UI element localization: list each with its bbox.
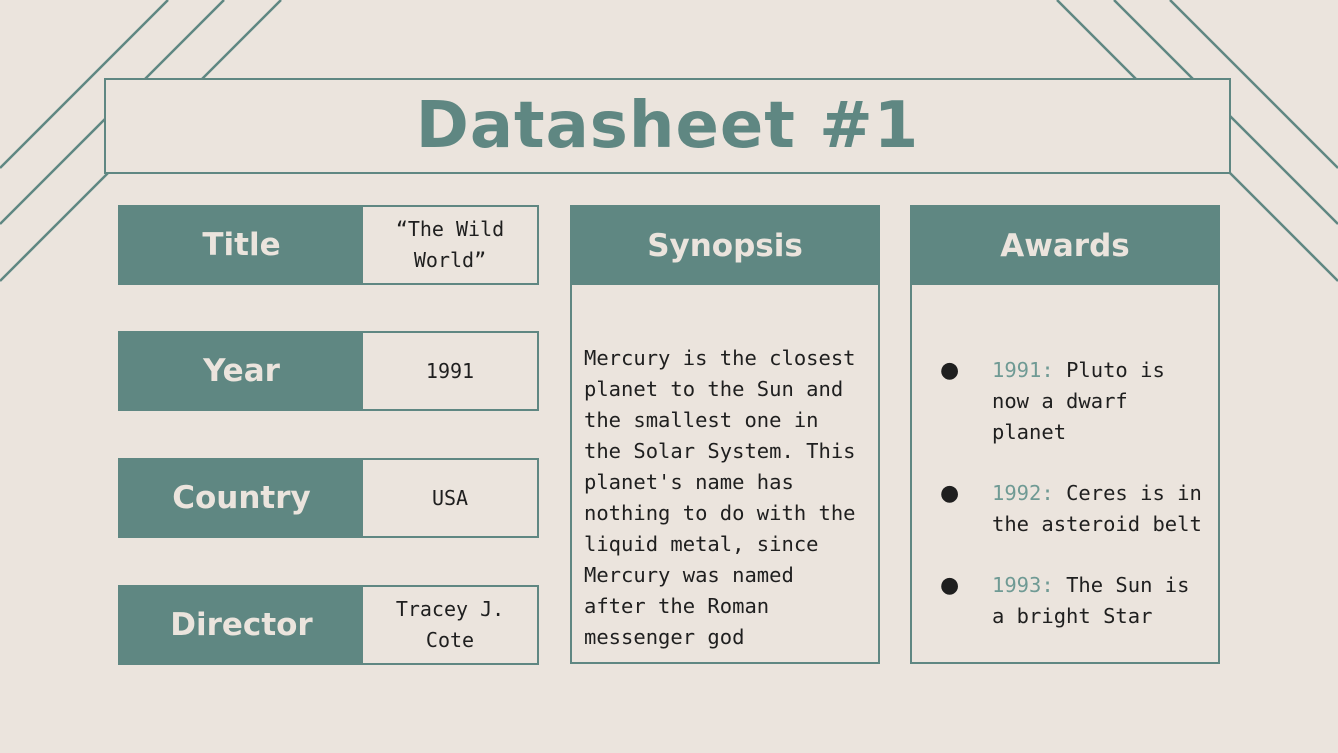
- field-row-director: [118, 585, 539, 665]
- field-value: Tracey J. Cote: [395, 597, 505, 652]
- bullet-icon: ●: [940, 358, 960, 383]
- field-row-country: [118, 458, 539, 538]
- awards-panel: [910, 205, 1220, 664]
- title-banner: [104, 78, 1231, 174]
- list-item: [940, 570, 1210, 632]
- page-title: Datasheet #1: [415, 89, 920, 163]
- award-year: 1991:: [992, 358, 1054, 382]
- list-item: [940, 478, 1210, 540]
- synopsis-panel: [570, 205, 880, 664]
- field-value: 1991: [425, 358, 475, 383]
- award-year: 1993:: [992, 573, 1054, 597]
- awards-list: [940, 355, 1210, 662]
- field-value: USA: [431, 485, 469, 510]
- awards-heading: Awards: [912, 207, 1218, 285]
- award-text: [992, 478, 1210, 540]
- award-text: [992, 570, 1210, 632]
- award-year: 1992:: [992, 481, 1054, 505]
- award-description: The Sun is a bright Star: [992, 573, 1190, 628]
- field-row-year: [118, 331, 539, 411]
- award-description: Pluto is now a dwarf planet: [992, 358, 1165, 444]
- award-text: [992, 355, 1210, 448]
- synopsis-text: Mercury is the closest planet to the Sun and the smallest one in the Solar System. This planet's name has nothing to do with the liquid metal, since Mercury was named after the Roman messenger god: [584, 346, 856, 649]
- synopsis-heading: Synopsis: [572, 207, 878, 285]
- field-value: “The Wild World”: [395, 217, 505, 272]
- field-label: Country: [120, 460, 363, 536]
- field-row-title: [118, 205, 539, 285]
- field-label: Director: [120, 587, 363, 663]
- list-item: [940, 355, 1210, 448]
- field-label: Year: [120, 333, 363, 409]
- bullet-icon: ●: [940, 573, 960, 598]
- bullet-icon: ●: [940, 481, 960, 506]
- award-description: Ceres is in the asteroid belt: [992, 481, 1202, 536]
- field-label: Title: [120, 207, 363, 283]
